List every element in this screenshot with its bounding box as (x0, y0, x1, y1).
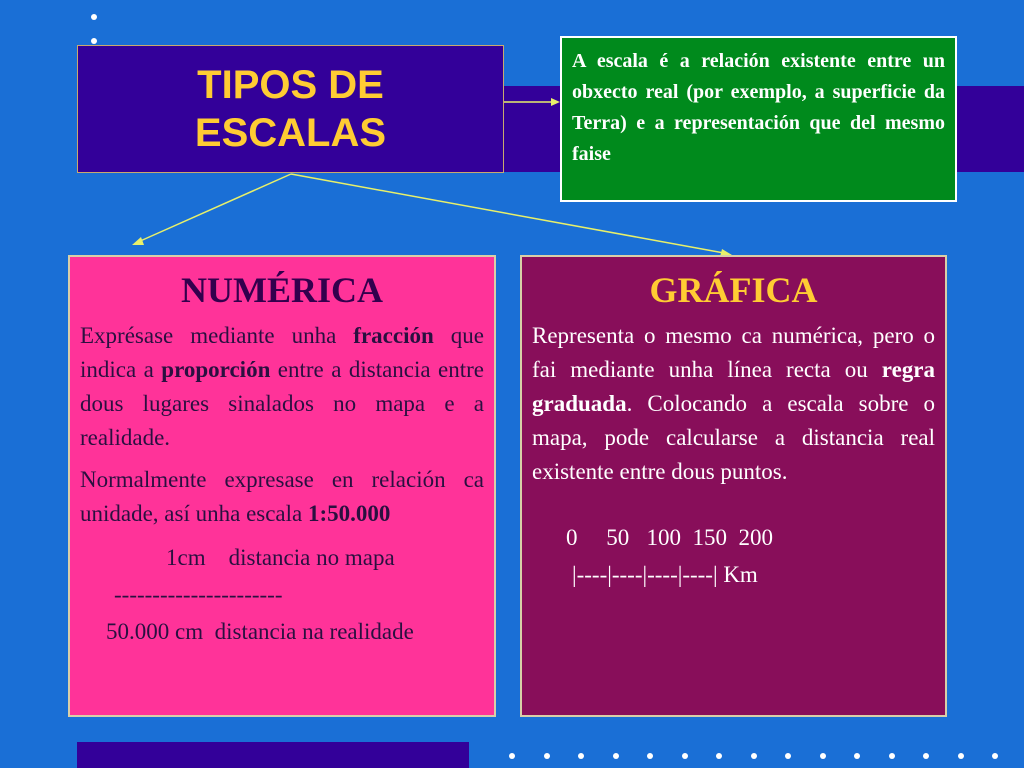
bold-text: fracción (353, 323, 434, 348)
text: Normalmente expresase en relación ca unidade, así unha escala (80, 467, 484, 526)
bold-text: regra graduada (532, 357, 935, 416)
arrowhead-definition (551, 98, 560, 106)
scale-bar: |----|----|----|----| Km (572, 562, 758, 587)
page-title: TIPOS DE ESCALAS (194, 63, 387, 155)
numerica-paragraph-2 (80, 463, 484, 531)
numerica-card (68, 255, 496, 717)
grafica-card (520, 255, 947, 717)
definition-box: A escala é a relación existente entre un obxecto real (por exemplo, a superficie da Terra) e a representación que del mesmo faise (560, 36, 957, 202)
bold-text: proporción (161, 357, 271, 382)
arrow-to-numerica (138, 174, 291, 242)
bold-text: 1:50.000 (308, 501, 391, 526)
fraction-bar: ---------------------- (114, 582, 283, 607)
text: entre a distancia entre dous lugares sinalados no mapa e a realidade. (80, 357, 485, 450)
scale-numbers: 0 50 100 150 200 (566, 525, 773, 550)
numerica-title: NUMÉRICA (181, 270, 383, 310)
text: Exprésase mediante unha (80, 323, 354, 348)
text: Representa o mesmo ca numérica, pero o fai mediante unha línea recta ou (532, 323, 935, 382)
title-box (77, 45, 504, 173)
text: . Colocando a escala sobre o mapa, pode calcularse a distancia real existente entre dous puntos. (532, 391, 935, 484)
numerica-paragraph-1 (80, 319, 484, 455)
fraction-numerator: 1cm distancia no mapa (166, 545, 395, 570)
fraction-denominator: 50.000 cm distancia na realidade (106, 619, 414, 644)
arrowhead-numerica (132, 237, 144, 245)
grafica-paragraph (532, 319, 935, 489)
text: que indica a (80, 323, 484, 382)
grafica-title: GRÁFICA (649, 270, 818, 310)
